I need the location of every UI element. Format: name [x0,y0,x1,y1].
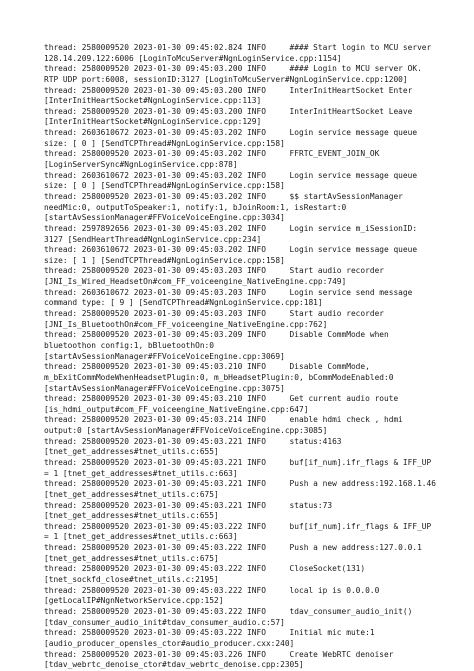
log-line: thread: 2580009520 2023-01-30 09:45:03.221 INFO status:4163 [44,436,342,446]
log-line: bluetoothon config:1, bBluetoothOn:0 [44,340,215,350]
log-line: thread: 2603610672 2023-01-30 09:45:03.202 INFO Login service message queue [44,128,418,138]
log-line: 3127 [SendHeartThread#NgnLoginService.cpp:234] [44,234,262,244]
log-line: 128.14.209.122:6006 [LoginToMcuServer#NgnLoginService.cpp:1154] [44,53,342,63]
log-line: thread: 2580009520 2023-01-30 09:45:03.222 INFO Initial mic mute:1 [44,628,375,638]
log-line: thread: 2580009520 2023-01-30 09:45:03.221 INFO buf[if_num].ifr_flags & IFF_UP [44,457,432,467]
log-line: [InterInitHeartSocket#NgnLoginService.cpp:129] [44,117,262,127]
log-line: [tnet_sockfd_close#tnet_utils.c:2195] [44,575,219,585]
log-line: thread: 2580009520 2023-01-30 09:45:03.221 INFO status:73 [44,500,333,510]
log-line: thread: 2580009520 2023-01-30 09:45:02.824 INFO #### Start login to MCU server [44,43,432,52]
log-line: [tnet_get_addresses#tnet_utils.c:675] [44,553,219,563]
log-line: [startAvSessionManager#FFVoiceVoiceEngine.cpp:3069] [44,351,285,361]
log-line: thread: 2603610672 2023-01-30 09:45:03.202 INFO Login service message queue [44,170,418,180]
log-line: thread: 2580009520 2023-01-30 09:45:03.214 INFO enable hdmi check , hdmi [44,415,403,425]
log-line: [LoginServerSync#NgnLoginService.cpp:878] [44,160,238,170]
log-text-block [44,43,464,671]
log-line: thread: 2580009520 2023-01-30 09:45:03.202 INFO $$ startAvSessionManager [44,191,403,201]
log-line: [JNI_Is_BluetoothOn#com_FF_voiceengine_NativeEngine.cpp:762] [44,319,328,329]
log-line: thread: 2580009520 2023-01-30 09:45:03.200 INFO InterInitHeartSocket Enter [44,85,413,95]
log-line: thread: 2580009520 2023-01-30 09:45:03.222 INFO Push a new address:127.0.0.1 [44,543,422,553]
log-line: size: [ 1 ] [SendTCPThread#NgnLoginService.cpp:158] [44,255,285,265]
log-line: output:0 [startAvSessionManager#FFVoiceVoiceEngine.cpp:3085] [44,426,328,436]
log-line: thread: 2580009520 2023-01-30 09:45:03.221 INFO Push a new address:192.168.1.46 [44,479,436,489]
log-line: thread: 2580009520 2023-01-30 09:45:03.226 INFO Create WebRTC denoiser [44,649,394,659]
log-line: needMic:0, outputToSpeaker:1, notify:1, bJoinRoom:1, isRestart:0 [44,202,347,212]
log-line: = 1 [tnet_get_addresses#tnet_utils.c:663] [44,532,238,542]
log-line: = 1 [tnet_get_addresses#tnet_utils.c:663] [44,468,238,478]
log-line: RTP UDP port:6008, sessionID:3127 [LoginToMcuServer#NgnLoginService.cpp:1200] [44,74,408,84]
log-line: thread: 2597892656 2023-01-30 09:45:03.202 INFO Login service m_iSessionID: [44,223,418,233]
log-line: m_bExitCommModeWhenHeadsetPlugin:0, m_bHeadsetPlugin:0, bCommModeEnabled:0 [44,372,394,382]
log-line: size: [ 0 ] [SendTCPThread#NgnLoginService.cpp:158] [44,138,285,148]
log-line: [startAvSessionManager#FFVoiceVoiceEngine.cpp:3075] [44,383,285,393]
log-line: [is_hdmi_output#com_FF_voiceengine_NativeEngine.cpp:647] [44,404,309,414]
log-line: [getLocalIP#NgnNetworkService.cpp:152] [44,596,224,606]
log-line: thread: 2580009520 2023-01-30 09:45:03.203 INFO Start audio recorder [44,309,385,319]
log-line: thread: 2580009520 2023-01-30 09:45:03.209 INFO Disable CommMode when [44,330,389,340]
log-line: command type: [ 9 ] [SendTCPThread#NgnLoginService.cpp:181] [44,298,323,308]
log-line: thread: 2603610672 2023-01-30 09:45:03.202 INFO Login service message queue [44,245,418,255]
log-line: size: [ 0 ] [SendTCPThread#NgnLoginService.cpp:158] [44,181,285,191]
log-line: thread: 2580009520 2023-01-30 09:45:03.200 INFO InterInitHeartSocket Leave [44,106,413,116]
log-line: thread: 2580009520 2023-01-30 09:45:03.222 INFO buf[if_num].ifr_flags & IFF_UP [44,521,432,531]
log-line: [tdav_consumer_audio_init#tdav_consumer_audio.c:57] [44,617,285,627]
log-line: [tnet_get_addresses#tnet_utils.c:675] [44,489,219,499]
log-line: [tnet_get_addresses#tnet_utils.c:655] [44,511,219,521]
log-line: thread: 2580009520 2023-01-30 09:45:03.222 INFO tdav_consumer_audio_init() [44,606,413,616]
log-line: thread: 2580009520 2023-01-30 09:45:03.202 INFO FFRTC_EVENT_JOIN_OK [44,149,380,159]
log-line: thread: 2603610672 2023-01-30 09:45:03.203 INFO Login service send message [44,287,413,297]
log-line: thread: 2580009520 2023-01-30 09:45:03.222 INFO local ip is 0.0.0.0 [44,585,380,595]
log-line: [JNI_Is_Wired_HeadsetOn#com_FF_voiceengine_NativeEngine.cpp:749] [44,277,347,287]
log-line: thread: 2580009520 2023-01-30 09:45:03.222 INFO CloseSocket(131) [44,564,366,574]
log-line: [tdav_webrtc_denoise_ctor#tdav_webrtc_denoise.cpp:2305] [44,660,304,670]
log-line: [tnet_get_addresses#tnet_utils.c:655] [44,447,219,457]
log-line: thread: 2580009520 2023-01-30 09:45:03.210 INFO Get current audio route [44,394,399,404]
log-line: thread: 2580009520 2023-01-30 09:45:03.200 INFO #### Login to MCU server OK. [44,64,422,74]
log-line: thread: 2580009520 2023-01-30 09:45:03.210 INFO Disable CommMode, [44,362,370,372]
log-line: thread: 2580009520 2023-01-30 09:45:03.203 INFO Start audio recorder [44,266,385,276]
log-line: [audio_producer_opensles_ctor#audio_producer.cxx:240] [44,638,295,648]
log-line: [InterInitHeartSocket#NgnLoginService.cpp:113] [44,96,262,106]
log-line: [startAvSessionManager#FFVoiceVoiceEngine.cpp:3034] [44,213,285,223]
